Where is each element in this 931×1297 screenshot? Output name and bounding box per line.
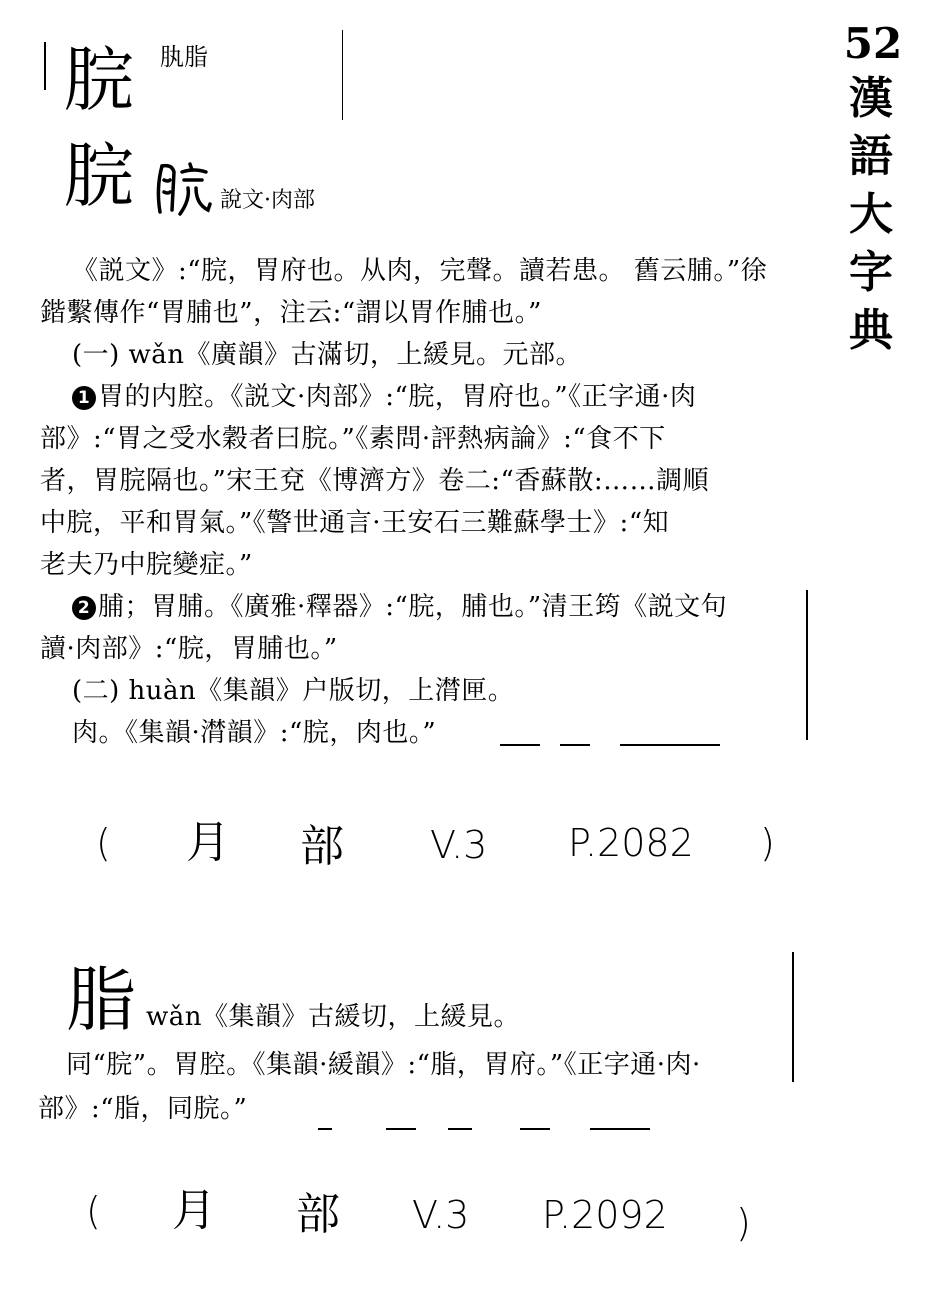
sense-number-badge: 1 (72, 386, 96, 410)
text-line: 讀·肉部》:“脘，胃脯也。” (40, 634, 338, 664)
handwritten-reference-1 (90, 818, 790, 878)
cut-mark (448, 1128, 472, 1130)
book-title-char: 字 (849, 247, 893, 298)
entry-body (40, 250, 802, 750)
cut-mark (520, 1128, 550, 1130)
hand-close-paren: ) (760, 821, 775, 865)
book-title-char: 典 (849, 305, 893, 356)
clip-border (806, 590, 808, 740)
seal-source: 說文·肉部 (220, 188, 315, 213)
hand-radical: 月 (186, 817, 230, 868)
sense-text: 脯；胃脯。《廣雅·釋器》:“脘，脯也。”清王筠《説文句 (98, 592, 728, 622)
head-line-wrap (146, 996, 786, 1040)
cut-mark (500, 744, 540, 746)
book-title-char: 語 (849, 131, 893, 182)
variant-note: 肒脂 (160, 43, 208, 71)
text-line: 部》:“脂，同脘。” (38, 1094, 248, 1124)
hand-page: P.2082 (568, 821, 694, 865)
reading-line: wǎn《集韻》古緩切，上緩見。 (146, 1002, 521, 1032)
book-header (836, 18, 910, 360)
hand-page: P.2092 (542, 1193, 668, 1237)
volume-number: 52 (843, 19, 903, 68)
cut-mark (620, 744, 720, 746)
sense-line (72, 376, 696, 418)
reading-line: (一) wǎn《廣韻》古滿切，上緩見。元部。 (72, 340, 583, 370)
hand-bu: 部 (296, 1189, 340, 1240)
hand-open-paren: ( (86, 1189, 101, 1233)
cut-mark (386, 1128, 416, 1130)
book-title-char: 漢 (849, 73, 893, 124)
text-line: 肉。《集韻·潸韻》:“脘，肉也。” (72, 718, 437, 748)
text-line: 者，胃脘隔也。”宋王兗《博濟方》卷二:“香蘇散:……調順 (40, 466, 710, 496)
clip-border (342, 30, 343, 120)
text-line: 鍇繫傳作“胃脯也”，注云:“謂以胃作脯也。” (40, 298, 542, 328)
sense-text: 胃的内腔。《説文·肉部》:“脘，胃府也。”《正字通·肉 (98, 382, 697, 412)
text-line: 中脘，平和胃氣。”《警世通言·王安石三難蘇學士》:“知 (40, 508, 670, 538)
headword-main: 脘 (64, 135, 134, 217)
headword: 脂 (66, 959, 136, 1041)
cut-mark (590, 1128, 650, 1130)
sense-number-badge: 2 (72, 596, 96, 620)
reading-line: (二) huàn《集韻》户版切，上潸匣。 (72, 676, 515, 706)
hand-radical: 月 (172, 1185, 216, 1236)
text-line: 同“脘”。胃腔。《集韻·緩韻》:“脂，胃府。”《正字通·肉· (66, 1050, 701, 1080)
clip-border (44, 42, 46, 90)
hand-open-paren: ( (96, 821, 111, 865)
seal-script-glyph (150, 158, 214, 222)
text-line: 《説文》:“脘，胃府也。从肉，完聲。讀若患。 舊云脯。”徐 (72, 256, 768, 286)
cut-mark (560, 744, 590, 746)
text-line: 老夫乃中脘變症。” (40, 550, 253, 580)
handwritten-reference-2 (86, 1186, 786, 1246)
headword-top: 脘 (64, 39, 134, 121)
book-title-char: 大 (849, 189, 893, 240)
hand-volume: V.3 (412, 1193, 470, 1237)
sense-line (72, 586, 727, 628)
text-line: 部》:“胃之受水穀者曰脘。”《素問·評熱病論》:“食不下 (40, 424, 666, 454)
hand-close-paren: ) (736, 1201, 751, 1245)
hand-bu: 部 (300, 821, 344, 872)
hand-volume: V.3 (430, 823, 488, 867)
cut-mark (318, 1128, 332, 1130)
entry-body (38, 1044, 796, 1134)
